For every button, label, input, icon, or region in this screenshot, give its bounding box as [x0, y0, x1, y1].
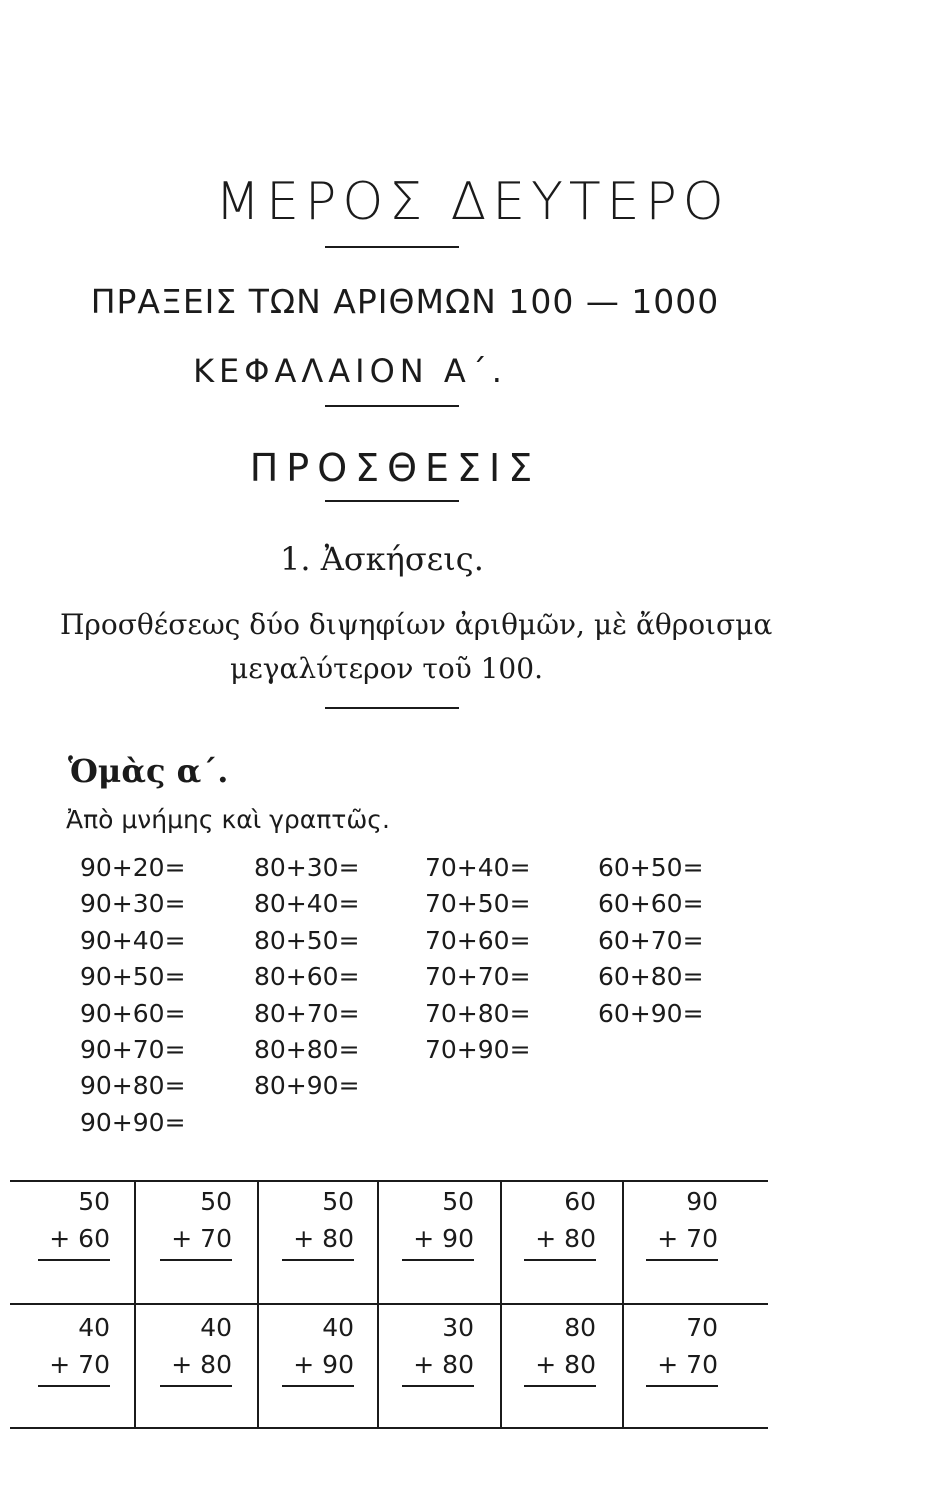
sum-item: 90+30=	[80, 889, 186, 919]
sum-line	[646, 1385, 718, 1387]
column-divider	[377, 1182, 379, 1427]
divider	[325, 707, 459, 709]
addend-plus: + 70	[657, 1350, 718, 1379]
addend: 40	[200, 1313, 232, 1342]
vertical-addition	[646, 1309, 718, 1387]
vertical-addition	[160, 1183, 232, 1261]
vertical-addition	[282, 1183, 354, 1261]
operations-title: ΠΡΑΞΕΙΣ ΤΩΝ ΑΡΙΘΜΩΝ 100 — 1000	[90, 282, 720, 321]
vertical-addition	[646, 1183, 718, 1261]
divider	[325, 246, 459, 248]
sum-item: 90+40=	[80, 925, 186, 955]
addend: 30	[442, 1313, 474, 1342]
sum-item: 70+70=	[425, 962, 531, 992]
addend-plus: + 60	[49, 1224, 110, 1253]
addend-plus: + 90	[413, 1224, 474, 1253]
exercise-heading: 1. Ἀσκήσεις.	[280, 540, 484, 578]
sum-line	[646, 1259, 718, 1261]
addend: 60	[564, 1187, 596, 1216]
sum-item: 80+90=	[254, 1071, 360, 1101]
sum-item: 80+30=	[254, 853, 360, 882]
addend-plus: + 70	[657, 1224, 718, 1253]
sum-item: 70+50=	[425, 889, 531, 919]
column-divider	[500, 1182, 502, 1427]
sum-item: 60+60=	[598, 889, 704, 919]
sum-item: 60+70=	[598, 925, 704, 955]
sum-line	[38, 1259, 110, 1261]
sum-item: 80+50=	[254, 925, 360, 955]
chapter-title: ΚΕΦΑΛΑΙΟΝ Α΄.	[193, 352, 507, 390]
addend: 90	[686, 1187, 718, 1216]
addend: 50	[78, 1187, 110, 1216]
addend-plus: + 70	[49, 1350, 110, 1379]
addend-plus: + 80	[535, 1350, 596, 1379]
sum-item: 90+90=	[80, 1107, 186, 1137]
addend-plus: + 90	[293, 1350, 354, 1379]
sum-item: 90+60=	[80, 998, 186, 1028]
sum-line	[160, 1385, 232, 1387]
sum-line	[282, 1385, 354, 1387]
description-line-2: μεγαλύτερον τοῦ 100.	[230, 652, 543, 685]
addend-plus: + 80	[171, 1350, 232, 1379]
sum-line	[402, 1385, 474, 1387]
table-bottom-rule	[10, 1427, 768, 1429]
part-title: ΜΕΡΟΣ ΔΕΥΤΕΡΟ	[215, 172, 730, 232]
description-line-1: Προσθέσεως δύο διψηφίων ἀριθμῶν, μὲ ἄθροισμα	[60, 608, 773, 641]
sum-item: 90+80=	[80, 1071, 186, 1101]
addend: 70	[686, 1313, 718, 1342]
group-title: Ὁμὰς α΄.	[68, 752, 229, 790]
addend: 50	[322, 1187, 354, 1216]
vertical-addition	[38, 1309, 110, 1387]
sum-line	[282, 1259, 354, 1261]
sum-line	[524, 1259, 596, 1261]
sum-item: 60+90=	[598, 998, 704, 1028]
sum-item: 70+80=	[425, 998, 531, 1028]
sum-line	[160, 1259, 232, 1261]
addend: 40	[78, 1313, 110, 1342]
sums-column-60	[598, 850, 704, 1032]
sums-column-80	[254, 850, 360, 1105]
vertical-addition	[402, 1183, 474, 1261]
sum-item: 80+40=	[254, 889, 360, 919]
sums-column-70	[425, 850, 531, 1068]
addend: 50	[442, 1187, 474, 1216]
vertical-addition	[524, 1183, 596, 1261]
instruction: Ἀπὸ μνήμης καὶ γραπτῶς.	[66, 805, 390, 834]
divider	[325, 500, 459, 502]
column-divider	[257, 1182, 259, 1427]
table-top-rule	[10, 1180, 768, 1182]
column-divider	[134, 1182, 136, 1427]
sum-item: 90+20=	[80, 853, 186, 882]
sum-item: 70+40=	[425, 853, 531, 882]
addend-plus: + 80	[293, 1224, 354, 1253]
sum-item: 60+80=	[598, 962, 704, 992]
sums-column-90	[80, 850, 186, 1141]
sum-item: 90+70=	[80, 1034, 186, 1064]
divider	[325, 405, 459, 407]
sum-item: 80+80=	[254, 1034, 360, 1064]
vertical-addition	[160, 1309, 232, 1387]
sum-line	[38, 1385, 110, 1387]
addend: 50	[200, 1187, 232, 1216]
section-title: ΠΡΟΣΘΕΣΙΣ	[249, 446, 541, 490]
vertical-addition	[524, 1309, 596, 1387]
column-divider	[622, 1182, 624, 1427]
sum-line	[402, 1259, 474, 1261]
addend: 80	[564, 1313, 596, 1342]
addend: 40	[322, 1313, 354, 1342]
sum-item: 80+60=	[254, 962, 360, 992]
sum-item: 80+70=	[254, 998, 360, 1028]
sum-item: 90+50=	[80, 962, 186, 992]
vertical-addition	[282, 1309, 354, 1387]
sum-line	[524, 1385, 596, 1387]
sum-item: 70+60=	[425, 925, 531, 955]
sum-item: 60+50=	[598, 853, 704, 882]
addend-plus: + 80	[413, 1350, 474, 1379]
vertical-addition	[402, 1309, 474, 1387]
addend-plus: + 70	[171, 1224, 232, 1253]
addend-plus: + 80	[535, 1224, 596, 1253]
table-middle-rule	[10, 1303, 768, 1305]
sum-item: 70+90=	[425, 1034, 531, 1064]
vertical-addition	[38, 1183, 110, 1261]
